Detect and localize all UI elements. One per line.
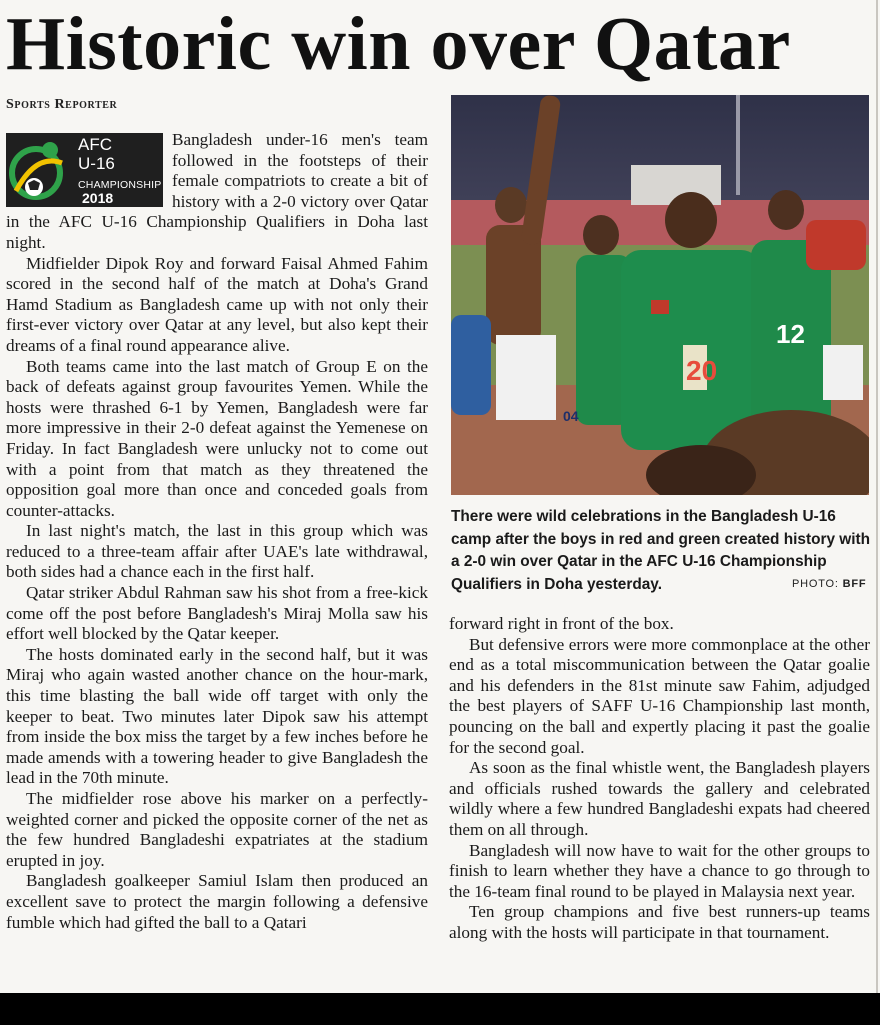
column-rule (876, 0, 878, 993)
paragraph: The hosts dominated early in the second half, but it was Miraj who again wasted another chance on the hour-mark, this time blasting the ball wide off target with only the keeper to beat. Two minutes later Dipok saw his attempt from inside the box miss the target by a few inches before he made amends with a towering header to give Bangladesh the lead in the 70th minute. (6, 644, 428, 788)
paragraph: In last night's match, the last in this group which was reduced to a three-team affair after UAE's late withdrawal, both sides had a chance each in the first half. (6, 521, 428, 582)
afc-u16-logo (6, 133, 163, 207)
paragraph: Bangladesh will now have to wait for the other groups to finish to learn whether they have a chance to go through to the 16-team final round to be played in Malaysia next year. (449, 840, 870, 901)
logo-afc: AFC (78, 135, 112, 154)
paragraph: Bangladesh under-16 men's team followed in the footsteps of their female compatriots to create a bit of history with a 2-0 victory over Qatar in the AFC U-16 Championship Qualifiers in Doha last night. (6, 130, 428, 252)
headline: Historic win over Qatar (6, 2, 791, 86)
jersey-number: 12 (776, 319, 805, 349)
photo-caption: There were wild celebrations in the Bangladesh U-16 camp after the boys in red and green created history with a 2-0 win over Qatar in the AFC U-16 Championship Qualifiers in Doha yesterday. (451, 508, 871, 593)
byline: Sports Reporter (6, 97, 118, 112)
logo-year: 2018 (82, 190, 114, 206)
logo-championship: CHAMPIONSHIP (78, 179, 162, 191)
paragraph: Bangladesh goalkeeper Samiul Islam then produced an excellent save to protect the margin following a defensive fumble which had gifted the ball to a Qatari (6, 871, 428, 932)
shorts-number: 04 (563, 408, 579, 424)
paragraph: Midfielder Dipok Roy and forward Faisal Ahmed Fahim scored in the second half of the match at Doha's Grand Hamd Stadium as Bangladesh came up with not only their first-ever victory over Qatar at any level, but also kept their dreams of a final round appearance alive. (6, 253, 428, 355)
photo-credit-label: PHOTO: (792, 578, 839, 590)
paragraph: But defensive errors were more commonplace at the other end as a total miscommunication between the Qatar goalie and his defenders in the 81st minute saw Fahim, adjudged the best players of SAFF U-16 Championship last month, pouncing on the ball and expertly placing it past the goalie for the second goal. (449, 634, 870, 757)
celebration-photo (451, 95, 869, 495)
photo-credit-source: BFF (842, 578, 867, 590)
jersey-number: 20 (686, 355, 718, 386)
players-celebrating-image (451, 95, 869, 495)
paragraph: Ten group champions and five best runners-up teams along with the hosts will participate in that tournament. (449, 902, 870, 942)
article-column-2 (449, 614, 870, 944)
paragraph: As soon as the final whistle went, the Bangladesh players and officials rushed towards the gallery and celebrated wildly where a few hundred Bangladeshi expats had cheered them on all through. (449, 758, 870, 839)
paragraph: forward right in front of the box. (449, 614, 674, 633)
paragraph: Both teams came into the last match of Group E on the back of defeats against group favourites Yemen. While the hosts were thrashed 6-1 by Yemen, Bangladesh were far more impressive in their 2-0 defeat against the Yemenese on Friday. In fact Bangladesh were unlucky not to come out with a point from that match as they threatened the opposition goal more than once and conceded goals from counter-attacks. (6, 356, 428, 520)
article-column-1 (6, 130, 428, 933)
paragraph: The midfielder rose above his marker on a perfectly-weighted corner and picked the opposite corner of the net as the few hundred Bangladeshi expatriates at the stadium erupted in joy. (6, 789, 428, 870)
photo-credit (792, 578, 866, 590)
logo-u16: U-16 (78, 154, 115, 173)
paragraph: Qatar striker Abdul Rahman saw his shot from a free-kick come off the post before Bangladesh's Miraj Molla saw his effort well blocked by the Qatar keeper. (6, 583, 428, 644)
afc-emblem-icon (6, 133, 76, 207)
